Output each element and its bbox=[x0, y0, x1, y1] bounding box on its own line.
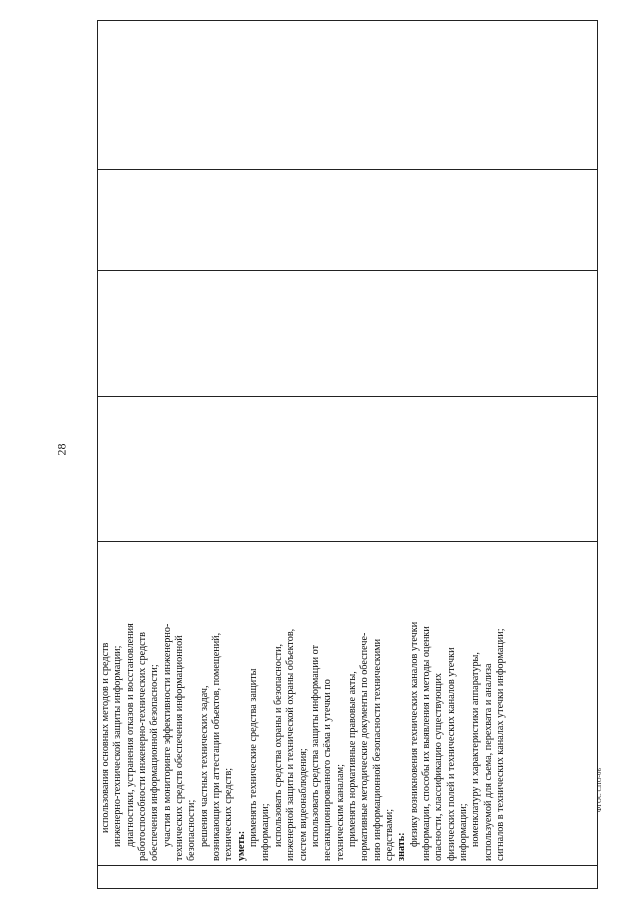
text-line: использования основных методов и средств bbox=[100, 642, 111, 833]
table-cell-hours-mandatory bbox=[98, 271, 598, 397]
document-footer: ФГОС СПО-06 bbox=[596, 767, 603, 812]
text-line: физику возникновения технических каналов утечки bbox=[408, 621, 420, 847]
text-line: использовать средства охраны и безопасности, bbox=[272, 643, 284, 847]
text-line: используемой для съема, перехвата и анализа bbox=[482, 663, 494, 861]
text-line: уметь: bbox=[235, 830, 247, 861]
text-line: возникающих при аттестации объектов, помещений, bbox=[211, 632, 223, 861]
text-line: применять нормативные правовые акты, bbox=[346, 671, 358, 847]
table-cell-competencies bbox=[98, 542, 598, 866]
page-number: 28 bbox=[54, 443, 69, 456]
text-line: использовать средства защиты информации от bbox=[309, 644, 321, 847]
table-cell-competency-codes bbox=[98, 21, 598, 170]
table-cell-index bbox=[98, 866, 598, 889]
text-line: информации; bbox=[457, 803, 469, 861]
text-line: опасности, классификацию существующих bbox=[433, 672, 445, 861]
text-line: инженерно-технической защиты информации; bbox=[112, 645, 124, 847]
text-line: инженерной защиты и технической охраны объектов, bbox=[285, 628, 297, 861]
text-line: техническим каналам; bbox=[334, 764, 346, 861]
text-line: обеспечения информационной безопасности; bbox=[149, 664, 161, 861]
text-line: физических полей и технических каналов утечки bbox=[445, 647, 457, 861]
text-line: решения частных технических задач, bbox=[198, 685, 210, 847]
text-line: нормативные методические документы по обеспече- bbox=[359, 632, 371, 861]
competency-text bbox=[100, 546, 507, 861]
text-line: систем видеонаблюдения; bbox=[297, 748, 309, 861]
text-line: безопасности; bbox=[186, 799, 198, 861]
text-line: информации, способы их выявления и методы оценки bbox=[420, 626, 432, 861]
text-line: номенклатуру и характеристики аппаратуры, bbox=[470, 652, 482, 847]
text-line: диагностики, устранения отказов и восстановления bbox=[124, 623, 136, 847]
text-line: участия в мониторинге эффективности инженерно- bbox=[161, 623, 173, 847]
text-line: несанкционированного съёма и утечки по bbox=[322, 679, 334, 861]
text-line: технических средств; bbox=[223, 767, 235, 861]
text-line: средствами; bbox=[383, 808, 395, 861]
text-line: технических средств обеспечения информационной bbox=[174, 635, 186, 861]
text-line: сигналов в технических каналах утечки информации; bbox=[495, 628, 506, 861]
text-line: знать: bbox=[396, 832, 408, 861]
curriculum-table bbox=[97, 20, 598, 889]
text-line: применять технические средства защиты bbox=[248, 668, 260, 847]
text-line: информации; bbox=[260, 803, 272, 861]
text-line: нию информационной безопасности техническими bbox=[371, 638, 383, 861]
table-row bbox=[98, 21, 598, 889]
text-line: работоспособности инженерно-технических средств bbox=[137, 632, 149, 861]
table-cell-hours bbox=[98, 397, 598, 542]
table-cell-disciplines bbox=[98, 170, 598, 271]
rotated-table-container bbox=[97, 35, 598, 889]
